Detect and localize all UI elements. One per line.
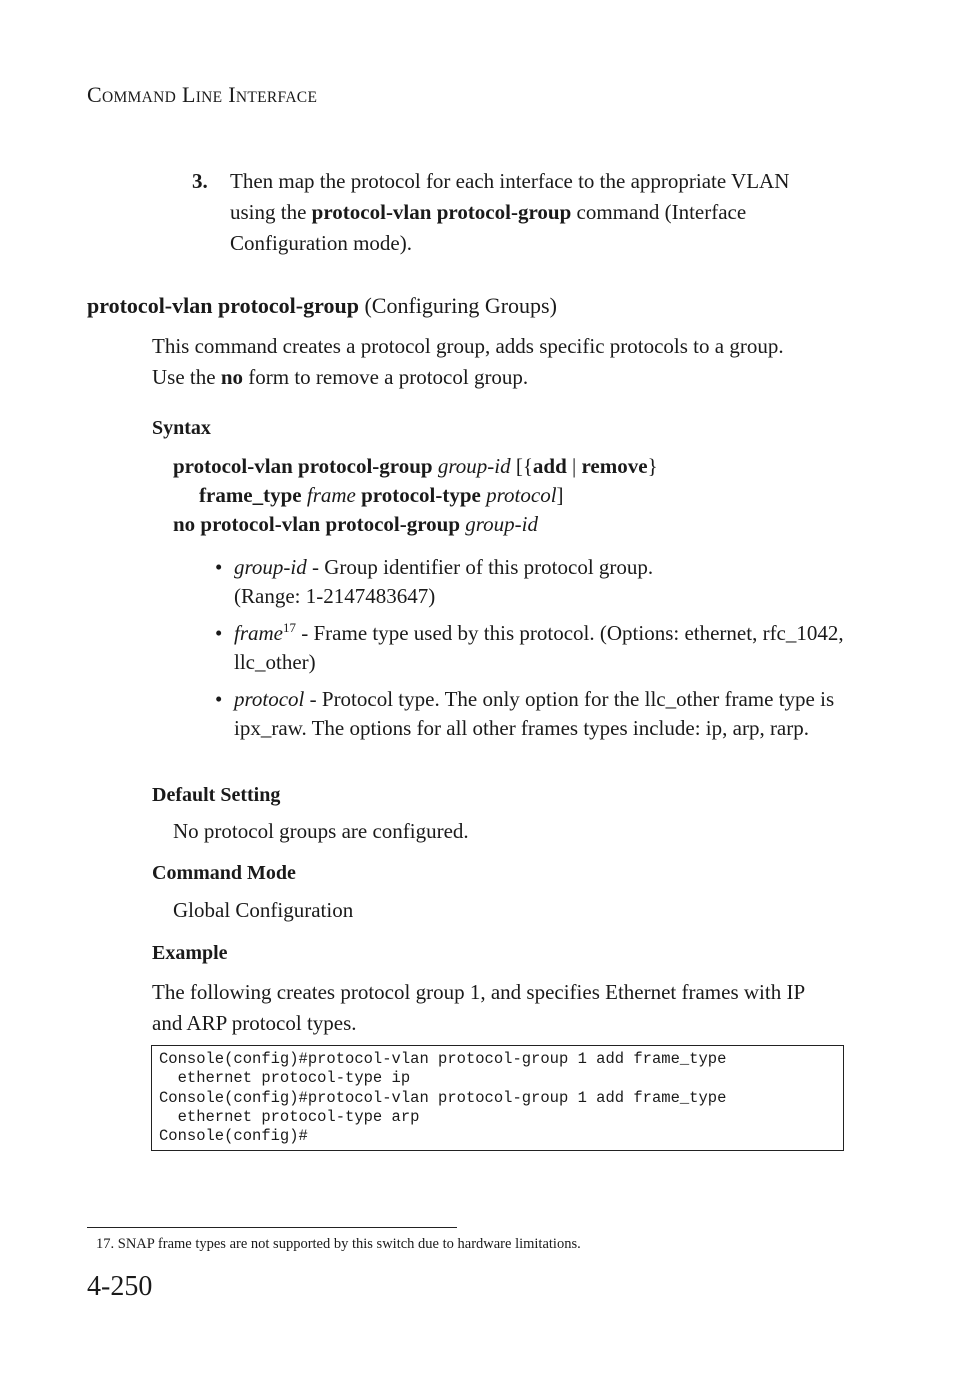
footnote-ref: 17 (283, 620, 296, 635)
footnote: 17. SNAP frame types are not supported by this switch due to hardware limitations. (96, 1236, 581, 1252)
section-title (87, 293, 557, 319)
parameter-item (215, 685, 855, 743)
step-number: 3. (192, 169, 208, 193)
bullet-dot: • (215, 555, 223, 579)
param-desc: - Frame type used by this protocol. (Options: ethernet, rfc_1042, llc_other) (234, 621, 844, 674)
syntax-brace-close: } (647, 454, 658, 478)
section-title-rest: (Configuring Groups) (358, 293, 557, 318)
param-name: protocol (234, 687, 305, 711)
command-mode-heading: Command Mode (152, 862, 296, 884)
syntax-arg-protocol: protocol (486, 483, 557, 507)
footnote-divider (87, 1227, 457, 1228)
syntax-line-3 (173, 510, 538, 539)
syntax-separator: | (566, 454, 582, 478)
syntax-command: protocol-vlan protocol-group (173, 454, 433, 478)
example-description: The following creates protocol group 1, and specifies Ethernet frames with IP and ARP protocol types. (152, 980, 805, 1035)
param-desc: - Group identifier of this protocol group. (306, 555, 654, 579)
param-desc: - Protocol type. The only option for the llc_other frame type is ipx_raw. The options for all other frames types include: ip, arp, rarp. (234, 687, 835, 740)
desc-post: form to remove a protocol group. (243, 365, 529, 389)
syntax-line-2 (199, 481, 564, 510)
step-text-pre: Then map the protocol for each interface to the appropriate VLAN using the (230, 169, 790, 224)
section-title-command: protocol-vlan protocol-group (87, 293, 359, 318)
running-header (87, 82, 317, 108)
page-number: 4-250 (87, 1271, 153, 1302)
example-heading: Example (152, 942, 228, 964)
syntax-bracket-close: ] (556, 483, 564, 507)
section-description (152, 331, 812, 393)
header-word-interface: NTERFACE (235, 89, 318, 106)
syntax-heading: Syntax (152, 417, 211, 439)
default-setting-value: No protocol groups are configured. (173, 819, 469, 843)
syntax-line-1 (173, 452, 658, 481)
syntax-remove: remove (581, 454, 648, 478)
syntax-arg-group-id: group-id (437, 454, 511, 478)
example-code-block: Console(config)#protocol-vlan protocol-group 1 add frame_type ethernet protocol-type ip Console(config)#protocol-vlan protocol-group 1 add frame_type ethernet protocol-type arp Console(config)# (151, 1045, 844, 1151)
parameter-item (215, 553, 855, 611)
param-name: group-id (234, 555, 307, 579)
bullet-dot: • (215, 621, 223, 645)
header-word-line: INE (195, 89, 223, 106)
syntax-arg-frame: frame (306, 483, 356, 507)
syntax-no-arg: group-id (465, 512, 539, 536)
step-3 (192, 166, 812, 259)
command-mode-value: Global Configuration (173, 898, 354, 922)
parameter-item (215, 619, 855, 677)
header-initial-i: I (228, 82, 236, 107)
header-word-command: OMMAND (101, 89, 177, 106)
syntax-frame-type: frame_type (199, 483, 302, 507)
desc-pre: This command creates a protocol group, adds specific protocols to a group. Use the (152, 334, 784, 389)
header-initial-c: C (87, 82, 102, 107)
syntax-protocol-type: protocol-type (361, 483, 481, 507)
header-initial-l: L (181, 82, 196, 107)
param-name: frame (234, 621, 283, 645)
step-text-post: command (Interface Configuration mode). (230, 200, 747, 255)
bullet-dot: • (215, 687, 223, 711)
syntax-no-command: no protocol-vlan protocol-group (173, 512, 461, 536)
syntax-add: add (532, 454, 567, 478)
default-setting-heading: Default Setting (152, 784, 281, 806)
desc-bold: no (220, 365, 244, 389)
step-text (230, 166, 812, 259)
syntax-brace-open: [{ (510, 454, 533, 478)
param-range: (Range: 1-2147483647) (234, 584, 436, 608)
parameter-list (215, 553, 855, 751)
step-command: protocol-vlan protocol-group (311, 200, 572, 224)
